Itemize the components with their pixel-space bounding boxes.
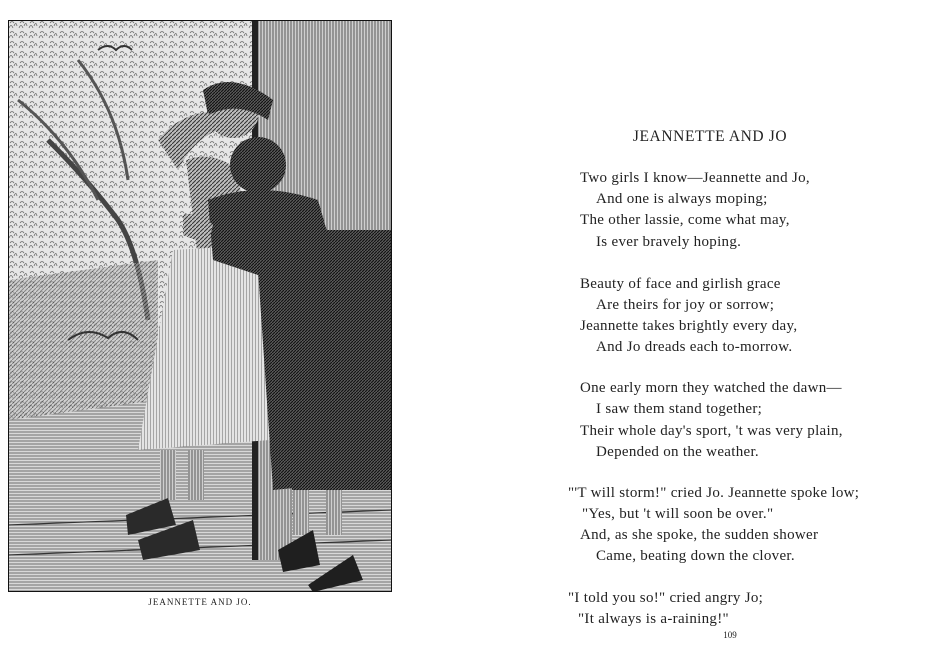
- poem-line: "Yes, but 't will soon be over.": [582, 506, 774, 522]
- poem-line: Beauty of face and girlish grace: [580, 276, 781, 292]
- poem-line: And Jo dreads each to-morrow.: [596, 339, 793, 355]
- poem-line: Is ever bravely hoping.: [596, 234, 742, 250]
- poem-line: Jeannette takes brightly every day,: [580, 318, 798, 334]
- poem-line: The other lassie, come what may,: [580, 212, 790, 228]
- page-number: 109: [723, 630, 737, 640]
- poem-line: I saw them stand together;: [596, 401, 763, 417]
- illustration-caption: JEANNETTE AND JO.: [148, 597, 252, 607]
- poem-line: Two girls I know—Jeannette and Jo,: [580, 170, 810, 186]
- poem-line: And, as she spoke, the sudden shower: [580, 527, 819, 543]
- poem-line: "'T will storm!" cried Jo. Jeannette spoke low;: [568, 485, 860, 501]
- poem-line: Came, beating down the clover.: [596, 548, 795, 564]
- poem-line: Their whole day's sport, 't was very plain,: [580, 423, 843, 439]
- poem-line: "I told you so!" cried angry Jo;: [568, 590, 764, 606]
- poem-line: One early morn they watched the dawn—: [580, 380, 842, 396]
- poem-line: And one is always moping;: [596, 191, 768, 207]
- poem-line: Are theirs for joy or sorrow;: [596, 297, 775, 313]
- poem-line: "It always is a-raining!": [578, 611, 729, 627]
- poem-title: JEANNETTE AND JO: [632, 128, 788, 145]
- poem-line: Depended on the weather.: [596, 444, 759, 460]
